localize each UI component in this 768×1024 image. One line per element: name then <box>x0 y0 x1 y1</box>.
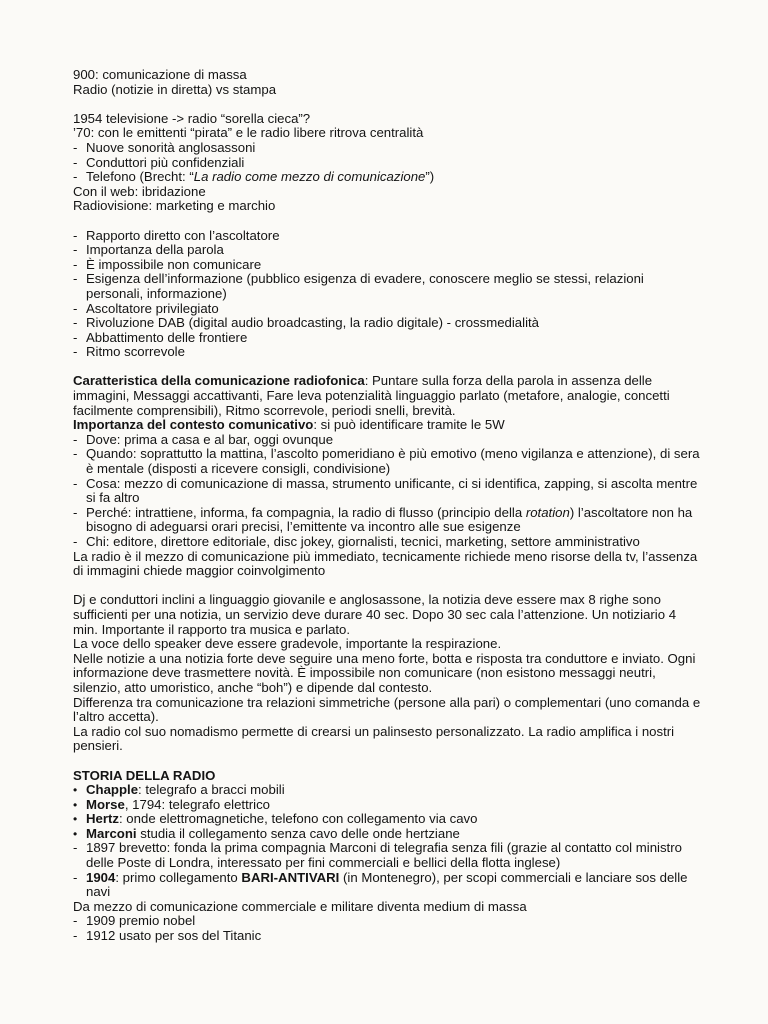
paragraph: La radio è il mezzo di comunicazione più immediato, tecnicamente richiede meno risorse della tv, l’assenza di immagini chiede maggior coinvolgimento <box>73 548 698 579</box>
paragraph: Dj e conduttori inclini a linguaggio giovanile e anglosassone, la notizia deve essere max 8 righe sono sufficienti per una notizia, un servizio deve durare 40 sec. Dopo 30 sec cala l’attenzione. Un notiziario 4 min. Importante il rapporto tra musica e parlato. <box>73 592 677 637</box>
caratteristica-paragraph: Caratteristica della comunicazione radiofonica: Puntare sulla forza della parola in assenza delle immagini, Messaggi accattivanti, Fare leva potenzialità linguaggio parlato (metafore, analogie, concetti facilmente comprensibili), Ritmo scorrevole, periodi snelli, brevità. <box>73 373 670 418</box>
paragraph: La voce dello speaker deve essere gradevole, importante la respirazione. <box>73 636 502 652</box>
spacer <box>73 360 703 375</box>
list-item: - Dove: prima a casa e al bar, oggi ovunque <box>73 431 334 447</box>
list-item: - Rapporto diretto con l’ascoltatore <box>73 227 280 243</box>
list-item: - È impossibile non comunicare <box>73 256 262 272</box>
contesto-paragraph: Importanza del contesto comunicativo: si può identificare tramite le 5W <box>73 417 505 433</box>
intro-line: Con il web: ibridazione <box>73 183 206 199</box>
list-item: - Cosa: mezzo di comunicazione di massa, strumento unificante, ci si identifica, zapping, si ascolta mentre si fa altro <box>73 475 698 506</box>
section-heading: Caratteristica della comunicazione radiofonica <box>73 373 365 389</box>
intro-line: Radiovisione: marketing e marchio <box>73 198 276 214</box>
list-item: - Rivoluzione DAB (digital audio broadcasting, la radio digitale) - crossmedialità <box>73 315 539 331</box>
list-item: - Importanza della parola <box>73 242 224 258</box>
spacer <box>73 579 703 594</box>
paragraph: La radio col suo nomadismo permette di crearsi un palinsesto personalizzato. La radio amplifica i nostri pensieri. <box>73 723 675 754</box>
spacer <box>73 214 703 229</box>
list-item: • Marconi studia il collegamento senza cavo delle onde hertziane <box>73 825 460 841</box>
list-item: • Chapple: telegrafo a bracci mobili <box>73 782 285 798</box>
list-item: - Abbattimento delle frontiere <box>73 329 248 345</box>
list-item: - Telefono (Brecht: “La radio come mezzo di comunicazione”) <box>73 169 435 185</box>
list-item: • Hertz: onde elettromagnetiche, telefono con collegamento via cavo <box>73 811 478 827</box>
list-item: - Nuove sonorità anglosassoni <box>73 139 256 155</box>
list-item: - 1897 brevetto: fonda la prima compagnia Marconi di telegrafia senza fili (grazie al contatto col ministro delle Poste di Londra, interessato per fini commerciali e bellici della flotta inglese) <box>73 840 682 871</box>
list-item: - 1912 usato per sos del Titanic <box>73 928 262 944</box>
intro-line: Radio (notizie in diretta) vs stampa <box>73 81 277 97</box>
list-item: - Ritmo scorrevole <box>73 344 185 360</box>
spacer <box>73 97 703 112</box>
list-item: - Chi: editore, direttore editoriale, disc jokey, giornalisti, tecnici, marketing, settore amministrativo <box>73 534 640 549</box>
list-item: - Quando: soprattutto la mattina, l’ascolto pomeridiano è più emotivo (meno vigilanza e attenzione), di sera è mentale (disposti a ricevere consigli, condivisione) <box>73 446 700 477</box>
list-item: - 1909 premio nobel <box>73 913 196 929</box>
intro-line: 1954 televisione -> radio “sorella cieca”? <box>73 110 311 126</box>
spacer <box>73 754 703 769</box>
paragraph: Nelle notizie a una notizia forte deve seguire una meno forte, botta e risposta tra conduttore e inviato. Ogni informazione deve trasmettere novità. È impossibile non comunicare (non esistono messaggi neutri, silenzio, atto umoristico, anche “boh”) e dipende dal contesto. <box>73 650 696 695</box>
list-item: • Morse, 1794: telegrafo elettrico <box>73 796 270 812</box>
list-item: - Ascoltatore privilegiato <box>73 300 219 316</box>
intro-line: ’70: con le emittenti “pirata” e le radio libere ritrova centralità <box>73 125 424 141</box>
intro-line: 900: comunicazione di massa <box>73 67 247 82</box>
list-item: - Esigenza dell’informazione (pubblico esigenza di evadere, conoscere meglio se stessi, relazioni personali, informazione) <box>73 271 644 301</box>
paragraph: Differenza tra comunicazione tra relazioni simmetriche (persone alla pari) o complementari (uno comanda e l’altro accetta). <box>73 694 701 725</box>
list-item: - 1904: primo collegamento BARI-ANTIVARI (in Montenegro), per scopi commerciali e lanciare sos delle navi <box>73 869 688 900</box>
storia-heading: STORIA DELLA RADIO <box>73 767 216 783</box>
document-body <box>73 68 703 944</box>
paragraph: Da mezzo di comunicazione commerciale e militare diventa medium di massa <box>73 898 527 914</box>
list-item: - Perché: intrattiene, informa, fa compagnia, la radio di flusso (principio della rotation) l’ascoltatore non ha bisogno di adeguarsi orari precisi, l’emittente va incontro alle sue esigenze <box>73 504 693 535</box>
list-item: - Conduttori più confidenziali <box>73 154 245 170</box>
section-heading: Importanza del contesto comunicativo <box>73 417 314 433</box>
